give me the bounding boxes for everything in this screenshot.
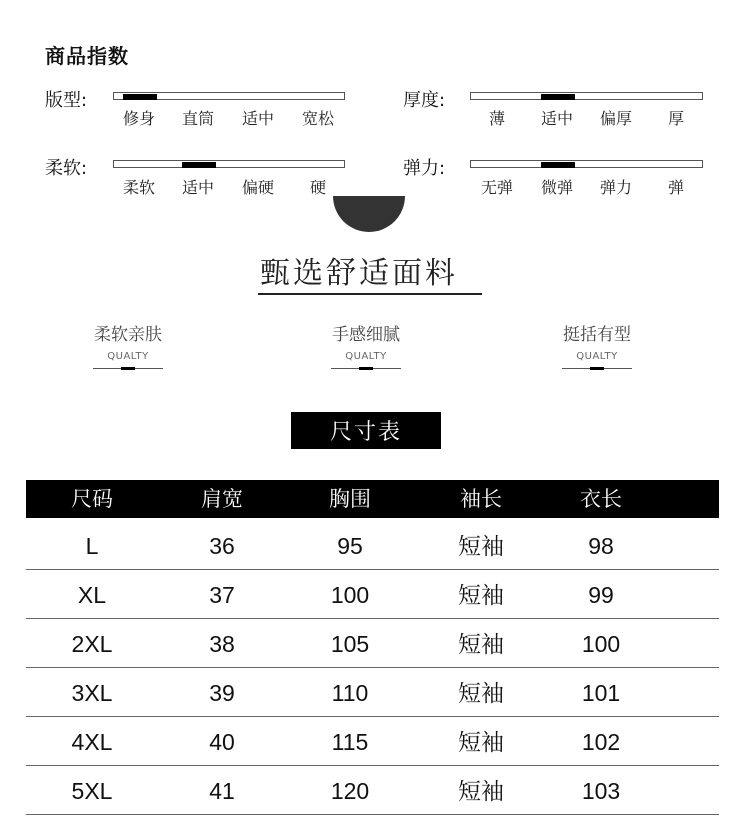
scale-tick-label: 微弹 <box>540 178 574 197</box>
feature-divider <box>562 368 632 369</box>
table-row <box>26 767 719 815</box>
table-cell: 99 <box>588 582 614 608</box>
table-cell: 37 <box>209 582 235 608</box>
table-cell: 100 <box>330 582 370 608</box>
scale-indicator <box>182 162 216 168</box>
table-cell: 95 <box>337 533 363 559</box>
scale-tick-label: 偏硬 <box>241 178 275 197</box>
scale-label: 弹力: <box>403 158 446 179</box>
decorative-semicircle <box>333 196 405 232</box>
table-cell: 103 <box>581 778 621 804</box>
scale-bar <box>113 160 345 168</box>
feature-touch <box>301 320 431 369</box>
table-header-cell: 肩宽 <box>201 487 243 511</box>
table-header-cell: 胸围 <box>329 487 371 511</box>
scale-tick-label: 适中 <box>181 178 215 197</box>
table-cell: 2XL <box>71 631 113 657</box>
table-row <box>26 522 719 570</box>
scale-tick-label: 宽松 <box>301 109 335 128</box>
scale-indicator <box>541 94 575 100</box>
table-cell: 98 <box>588 533 614 559</box>
feature-divider <box>331 368 401 369</box>
fabric-title: 甄选舒适面料 <box>260 256 458 291</box>
table-row <box>26 669 719 717</box>
feature-label: 挺括有型 <box>563 325 631 345</box>
scale-tick-label: 柔软 <box>122 178 156 197</box>
feature-label: 柔软亲肤 <box>94 325 162 345</box>
size-table-title: 尺寸表 <box>291 412 441 449</box>
scale-tick-label: 无弹 <box>480 178 514 197</box>
table-cell: 41 <box>209 778 235 804</box>
feature-soft <box>63 320 193 369</box>
table-cell: 3XL <box>71 680 113 706</box>
feature-sub: QUALTY <box>107 351 149 362</box>
scale-bar <box>113 92 345 100</box>
table-cell: XL <box>77 582 107 608</box>
table-header-cell: 衣长 <box>580 487 622 511</box>
scale-tick-label: 薄 <box>488 109 506 128</box>
scale-tick-label: 硬 <box>309 178 327 197</box>
feature-divider <box>93 368 163 369</box>
table-cell: 110 <box>331 680 369 706</box>
table-cell: 短袖 <box>458 631 504 657</box>
scale-tick-label: 直筒 <box>181 109 215 128</box>
scale-indicator <box>123 94 157 100</box>
table-cell: 100 <box>581 631 621 657</box>
table-cell: 39 <box>209 680 235 706</box>
fabric-title-underline <box>258 293 482 295</box>
table-cell: 4XL <box>71 729 113 755</box>
scale-tick-label: 偏厚 <box>599 109 633 128</box>
table-cell: 36 <box>209 533 235 559</box>
scale-tick-label: 弹 <box>667 178 685 197</box>
scale-tick-label: 适中 <box>241 109 275 128</box>
table-header-cell: 尺码 <box>71 487 113 511</box>
feature-sub: QUALTY <box>345 351 387 362</box>
table-header-cell: 袖长 <box>460 487 502 511</box>
size-table-header <box>26 480 719 518</box>
table-cell: 5XL <box>71 778 113 804</box>
table-row <box>26 571 719 619</box>
table-cell: 120 <box>330 778 370 804</box>
table-cell: 短袖 <box>458 778 504 804</box>
scale-label: 版型: <box>45 90 88 111</box>
scale-tick-label: 厚 <box>667 109 685 128</box>
table-cell: 105 <box>330 631 370 657</box>
scale-bar <box>470 92 703 100</box>
table-cell: 短袖 <box>458 729 504 755</box>
scale-label: 厚度: <box>403 90 446 111</box>
table-row <box>26 718 719 766</box>
scale-bar <box>470 160 703 168</box>
product-index-title: 商品指数 <box>45 44 129 68</box>
table-cell: L <box>85 533 99 559</box>
table-cell: 40 <box>209 729 235 755</box>
table-cell: 短袖 <box>458 582 504 608</box>
table-cell: 38 <box>209 631 235 657</box>
feature-sub: QUALTY <box>576 351 618 362</box>
scale-label: 柔软: <box>45 158 88 179</box>
feature-label: 手感细腻 <box>332 325 400 345</box>
scale-indicator <box>541 162 575 168</box>
table-cell: 短袖 <box>458 680 504 706</box>
table-cell: 101 <box>581 680 621 706</box>
table-cell: 115 <box>331 729 369 755</box>
scale-tick-label: 弹力 <box>599 178 633 197</box>
scale-tick-label: 修身 <box>122 109 156 128</box>
table-row <box>26 620 719 668</box>
table-cell: 短袖 <box>458 533 504 559</box>
feature-shape <box>532 320 662 369</box>
table-cell: 102 <box>581 729 621 755</box>
scale-tick-label: 适中 <box>540 109 574 128</box>
